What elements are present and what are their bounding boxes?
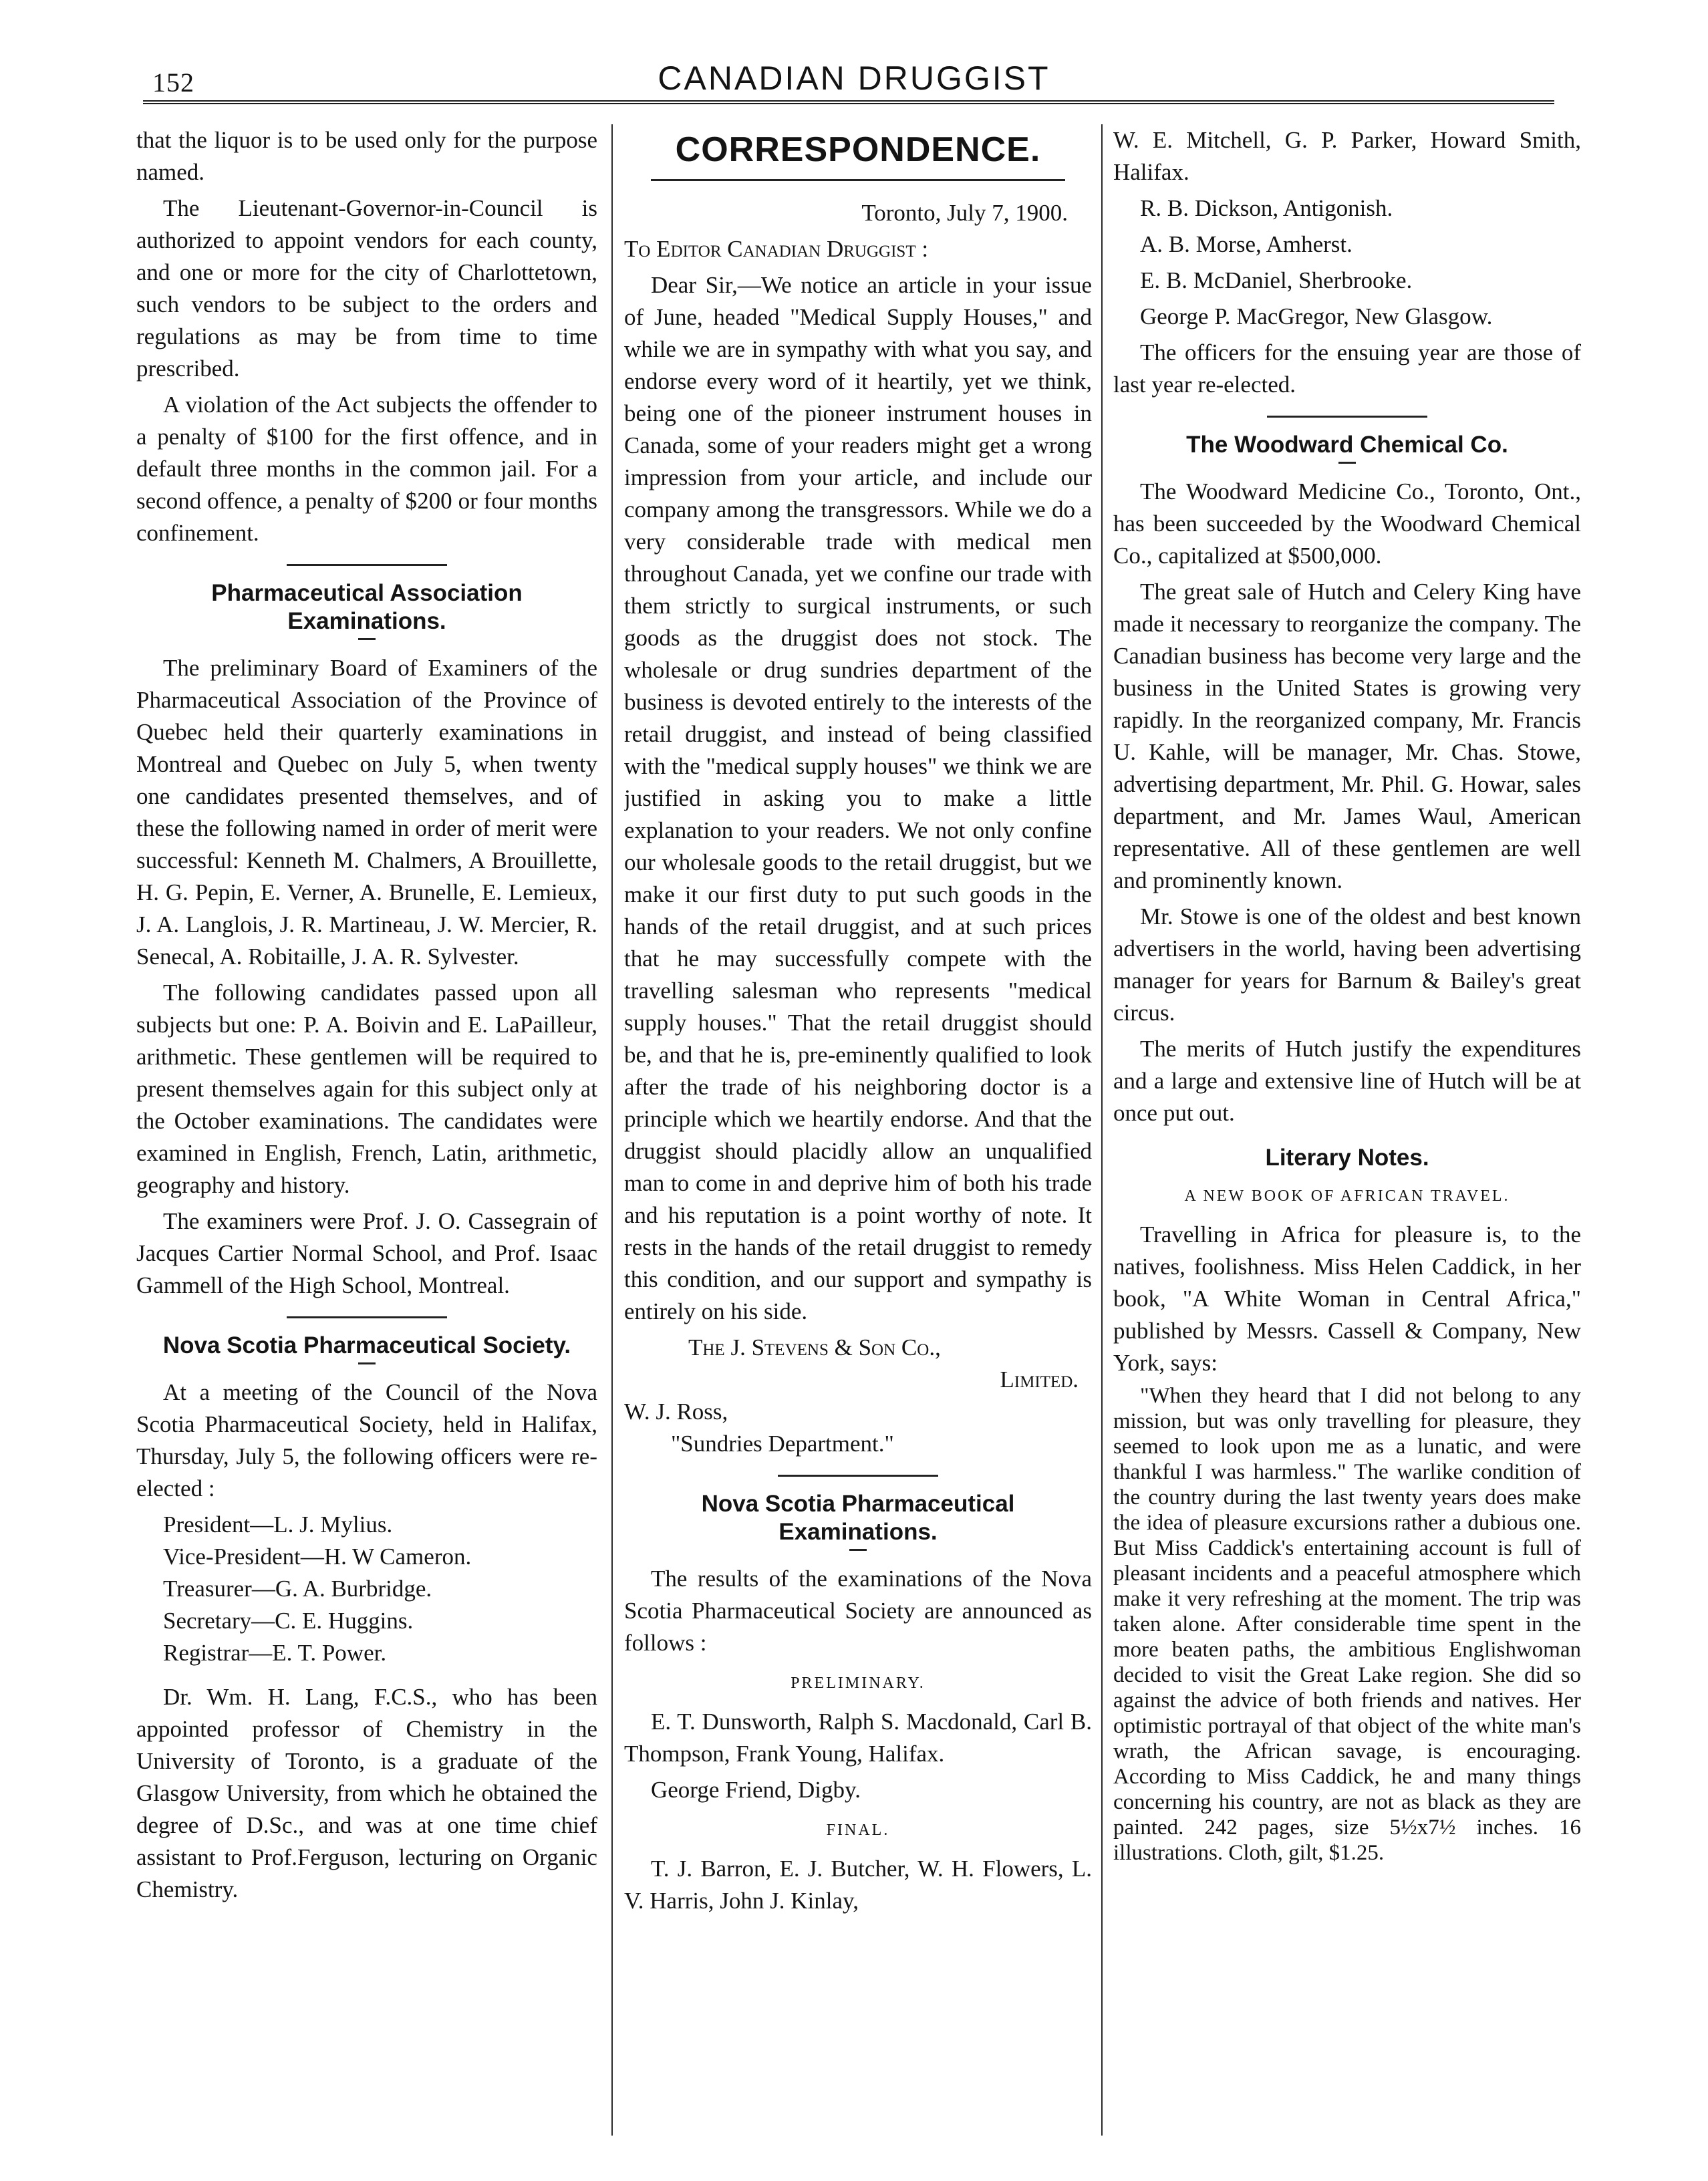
signature-company: The J. Stevens & Son Co., [688,1334,941,1360]
paragraph: The following candidates passed upon all subjects but one: P. A. Boivin and E. LaPailleur, arithmetic. These gentlemen will be required to present themselves again for this subject only at the October examinations. The candidates were examined in English, French, Latin, arithmetic, geography and history. [136,980,597,1198]
paragraph: At a meeting of the Council of the Nova Scotia Pharmaceutical Society, held in Halifax, Thursday, July 5, the following officers were re-elected : [136,1379,597,1501]
section-rule [778,1475,938,1477]
paragraph: Travelling in Africa for pleasure is, to the natives, foolishness. Miss Helen Caddick, in her book, "A White Woman in Central Africa," published by Messrs. Cassell & Company, New York, says: [1113,1221,1581,1376]
paragraph: R. B. Dickson, Antigonish. [1140,195,1393,221]
paragraph: George Friend, Digby. [651,1777,861,1803]
section-rule [287,1316,447,1318]
heading-dash [358,1362,376,1364]
officer-list [136,1509,597,1669]
column-left [136,124,597,2136]
officer-entry: Secretary—C. E. Huggins. [163,1608,414,1634]
running-head: CANADIAN DRUGGIST [658,59,1050,97]
paragraph: The preliminary Board of Examiners of the Pharmaceutical Association of the Province of Quebec held their quarterly examinations in Montreal and Quebec on July 5, when twenty one candidates presented themselves, and of these the following named in order of merit were successful: Kenneth M. Chalmers, A Brouillette, H. G. Pepin, E. Verner, A. Brunelle, E. Lemieux, J. A. Langlois, J. R. Martineau, J. W. Mercier, R. Senecal, A. Robitaille, J. A. R. Sylvester. [136,655,597,970]
column-divider [1101,124,1103,2136]
section-heading: Literary Notes. [1265,1145,1429,1171]
paragraph: The merits of Hutch justify the expenditures and a large and extensive line of Hutch will be at once put out. [1113,1036,1581,1126]
officer-entry: Registrar—E. T. Power. [163,1640,387,1666]
signature-name: W. J. Ross, [624,1399,728,1425]
section-rule [287,564,447,566]
letter-body: Dear Sir,—We notice an article in your issue of June, headed "Medical Supply Houses," and while we are in sympathy with what you say, and endorse every word of it heartily, yet we think, being one of the pioneer instrument houses in Canada, some of your readers might get a wrong impression from your article, and include our company among the transgressors. While we do a very considerable trade with medical men throughout Canada, yet we confine our trade with them strictly to surgical instruments, or such goods as the druggist does not stock. The wholesale or drug sundries department of the business is devoted entirely to the interests of the retail druggist, and instead of being classified with the "medical supply houses" we think we are justified in asking you to make a little explanation to your readers. We not only confine our wholesale goods to the retail druggist, but we make it our first duty to put such goods in the hands of the retail druggist, and at such prices that he may successfully compete with the travelling salesman who represents "medical supply houses." That the retail druggist should be, and that he is, pre-eminently qualified to look after the trade of his neighboring doctor is a principle which we heartily endorse. And that the druggist should placidly allow an unqualified man to come in and deprive him of both his trade and his reputation is a point worthy of note. It rests in the hands of the retail druggist to remedy this condition, and our support and sympathy is entirely on his side. [624,272,1092,1324]
paragraph: George P. MacGregor, New Glasgow. [1140,303,1493,329]
heading-dash [849,1549,867,1551]
paragraph: The Woodward Medicine Co., Toronto, Ont., has been succeeded by the Woodward Chemical Co., capitalized at $500,000. [1113,478,1581,569]
paragraph: E. B. McDaniel, Sherbrooke. [1140,267,1413,293]
section-heading: Nova Scotia Pharmaceutical Society. [162,1332,571,1358]
paragraph: E. T. Dunsworth, Ralph S. Macdonald, Carl B. Thompson, Frank Young, Halifax. [624,1709,1092,1767]
column-divider [611,124,613,2136]
paragraph: The examiners were Prof. J. O. Cassegrain of Jacques Cartier Normal School, and Prof. Isaac Gammell of the High School, Montreal. [136,1208,597,1298]
paragraph: that the liquor is to be used only for the purpose named. [136,127,597,185]
page-number: 152 [152,67,194,98]
salutation-line: To Editor Canadian Druggist : [624,236,929,262]
subheading-preliminary: PRELIMINARY. [791,1675,926,1692]
paragraph: The officers for the ensuing year are those of last year re-elected. [1113,339,1581,398]
paragraph: The great sale of Hutch and Celery King have made it necessary to reorganize the company. The Canadian business has become very large and the business in the United States is growing very rapidly. In the reorganized company, Mr. Francis U. Kahle, will be manager, Mr. Chas. Stowe, advertising department, Mr. Phil. G. Howar, sales department, and Mr. James Waul, American representative. All of these gentlemen are well and prominently known. [1113,579,1581,893]
heading-dash [1338,462,1356,464]
section-heading: The Woodward Chemical Co. [1186,432,1508,458]
title-rule [651,179,1065,181]
header-rule [143,100,1554,104]
section-heading: Nova Scotia Pharmaceutical Examinations. [701,1491,1015,1545]
paragraph: Dr. Wm. H. Lang, F.C.S., who has been appointed professor of Chemistry in the University of Toronto, is a graduate of the Glasgow University, from which he obtained the degree of D.Sc., and was at one time chief assistant to Prof.Ferguson, lecturing on Organic Chemistry. [136,1684,597,1902]
paragraph: The results of the examinations of the Nova Scotia Pharmaceutical Society are announced as follows : [624,1566,1092,1656]
paragraph: "When they heard that I did not belong to any mission, but was only travelling for pleasure, they seemed to look upon me as a lunatic, and were thankful I was harmless." The warlike condition of the country during the last twenty years does make the idea of pleasure excursions rather a dubious one. But Miss Caddick's entertaining account is full of pleasant incidents and a peaceful atmosphere which make it very refreshing at the moment. The trip was taken alone. After considerable time spent in the more beaten paths, the ambitious Englishwoman decided to visit the Great Lake region. She did so against the advice of both friends and natives. Her optimistic portrayal of that object of the white man's wrath, the African savage, is encouraging. According to Miss Caddick, he and many things concerning his country, are not as black as they are painted. 242 pages, size 5½x7½ inches. 16 illustrations. Cloth, gilt, $1.25. [1113,1384,1581,1865]
column-right [1113,124,1581,2136]
heading-dash [358,638,376,640]
paragraph: The Lieutenant-Governor-in-Council is authorized to appoint vendors for each county, and one or more for the city of Charlottetown, such vendors to be subject to the orders and regulations as may be from time to time prescribed. [136,195,597,382]
paragraph: A. B. Morse, Amherst. [1140,231,1353,257]
officer-entry: Treasurer—G. A. Burbridge. [163,1576,432,1602]
paragraph: A violation of the Act subjects the offender to a penalty of $100 for the first offence, and in default three months in the common jail. For a second offence, a penalty of $200 or four months confinement. [136,392,597,546]
section-rule [1267,416,1427,418]
subheading-final: FINAL. [826,1822,890,1839]
paragraph: Mr. Stowe is one of the oldest and best known advertisers in the world, having been advertising manager for years for Barnum & Bailey's great circus. [1113,903,1581,1026]
book-subheading: A NEW BOOK OF AFRICAN TRAVEL. [1184,1187,1510,1205]
signature-limited: Limited. [1000,1366,1079,1393]
officer-entry: President—L. J. Mylius. [163,1511,393,1538]
column-middle [624,124,1092,2136]
paragraph: T. J. Barron, E. J. Butcher, W. H. Flowers, L. V. Harris, John J. Kinlay, [624,1856,1092,1914]
officer-entry: Vice-President—H. W Cameron. [163,1544,472,1570]
dateline: Toronto, July 7, 1900. [861,200,1068,226]
correspondence-title: CORRESPONDENCE. [675,130,1041,169]
paragraph: W. E. Mitchell, G. P. Parker, Howard Smith, Halifax. [1113,127,1581,185]
signature-dept: "Sundries Department." [671,1431,894,1457]
section-heading: Pharmaceutical Association Examinations. [211,580,523,634]
